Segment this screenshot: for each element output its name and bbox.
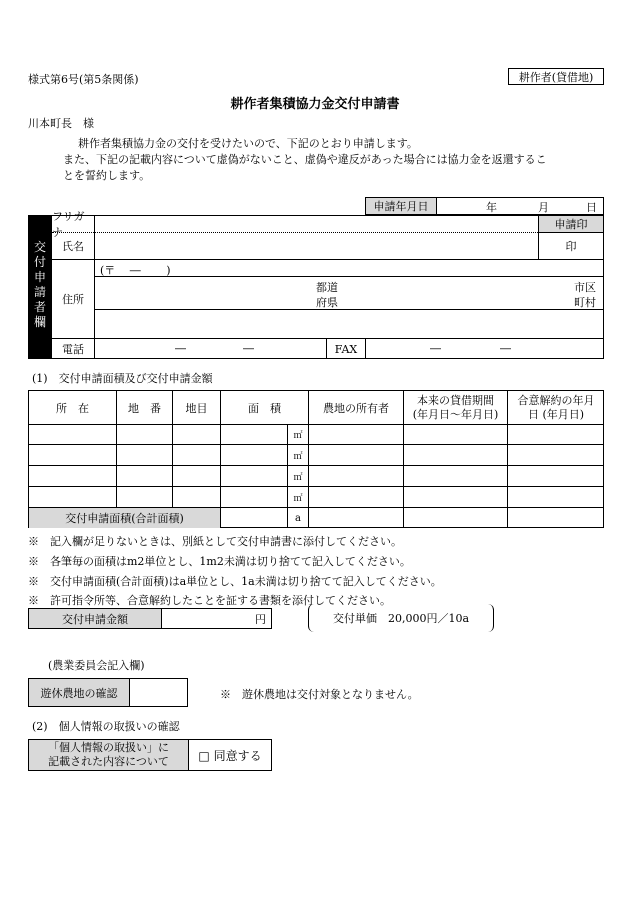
col-lease-period: 本来の貸借期間 (年月日～年月日) — [412, 393, 499, 421]
seal-header: 申請印 — [539, 216, 603, 232]
seal-mark: 印 — [565, 240, 577, 253]
fuken-label: 府県 — [316, 296, 338, 309]
furigana-field[interactable] — [95, 216, 538, 232]
col-area: 面 積 — [248, 401, 281, 415]
postal-code-field[interactable]: (〒 ― ) — [100, 264, 171, 277]
idle-check-field[interactable] — [130, 679, 187, 706]
section1-heading: (1) 交付申請面積及び交付申請金額 — [32, 372, 213, 385]
note-2: ※ 各筆毎の面積はm2単位とし、1m2未満は切り捨てて記入してください。 — [28, 555, 411, 568]
form-number: 様式第6号(第5条関係) — [28, 73, 139, 86]
col-location: 所 在 — [56, 401, 89, 415]
applicant-side-label: 交付申請者欄 — [33, 240, 46, 329]
col-termination-date: 合意解約の年月 日 (年月日) — [517, 393, 595, 421]
fax-label: FAX — [334, 342, 358, 356]
unit-m2-row1: ㎡ — [293, 431, 303, 441]
intro-line-3: とを誓約します。 — [63, 169, 151, 182]
unit-price: 交付単価 20,000円／10a — [332, 612, 470, 625]
privacy-label: 「個人情報の取扱い」に 記載された内容について — [29, 740, 188, 770]
application-date-label: 申請年月日 — [366, 198, 436, 214]
unit-m2-row4: ㎡ — [293, 493, 303, 504]
note-3: ※ 交付申請面積(合計面積)はa単位とし、1a未満は切り捨てて記入してください。 — [28, 575, 442, 588]
form-title: 耕作者集積協力金交付申請書 — [230, 97, 400, 112]
unit-m2-row3: ㎡ — [293, 472, 303, 483]
note-1: ※ 記入欄が足りないときは、別紙として交付申請書に添付してください。 — [28, 535, 402, 548]
month-label: 月 — [538, 201, 549, 214]
unit-m2-row2: ㎡ — [293, 451, 303, 462]
shiku-label: 市区 — [574, 281, 596, 294]
amount-label: 交付申請金額 — [29, 609, 161, 628]
address-label: 住所 — [62, 293, 84, 306]
furigana-label: フリガナ — [52, 210, 85, 239]
committee-heading: (農業委員会記入欄) — [48, 659, 145, 672]
idle-note: ※ 遊休農地は交付対象となりません。 — [220, 688, 419, 701]
note-4: ※ 許可指令所等、合意解約したことを証する書類を添付してください。 — [28, 594, 391, 607]
applicant-type-badge: 耕作者(貸借地) — [508, 68, 604, 85]
name-label: 氏名 — [62, 240, 84, 253]
address-line-2-field[interactable] — [95, 310, 603, 338]
col-lot-number: 地 番 — [128, 401, 161, 415]
col-land-category: 地目 — [185, 401, 208, 415]
intro-line-1: 耕作者集積協力金の交付を受けたいので、下記のとおり申請します。 — [78, 137, 418, 150]
phone-label: 電話 — [62, 343, 84, 356]
todo-label: 都道 — [316, 281, 338, 294]
day-label: 日 — [586, 201, 597, 214]
total-area-label: 交付申請面積(合計面積) — [29, 508, 220, 528]
yen-label: 円 — [255, 613, 266, 626]
fax-dash-1: ― — [430, 342, 441, 355]
chouson-label: 町村 — [574, 296, 596, 309]
fax-dash-2: ― — [500, 342, 511, 355]
year-label: 年 — [486, 201, 497, 214]
phone-dash-2: ― — [243, 342, 254, 355]
unit-a: a — [295, 512, 301, 524]
section2-heading: (2) 個人情報の取扱いの確認 — [32, 720, 180, 733]
intro-line-2: また、下記の記載内容について虚偽がないこと、虚偽や違反があった場合には協力金を返還するこ — [63, 153, 547, 166]
privacy-agree-checkbox[interactable]: □ 同意する — [198, 748, 262, 763]
idle-check-label: 遊休農地の確認 — [29, 679, 129, 706]
addressee: 川本町長 様 — [28, 117, 94, 130]
name-field[interactable] — [95, 233, 538, 259]
col-owner: 農地の所有者 — [323, 401, 389, 415]
phone-dash-1: ― — [175, 342, 186, 355]
